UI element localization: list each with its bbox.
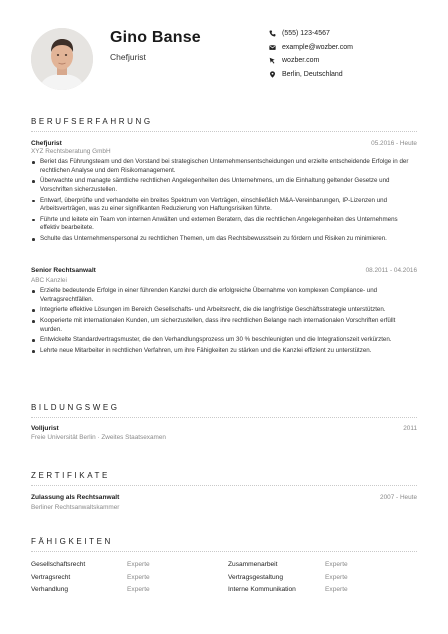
list-item: Führte und leitete ein Team von internen Anwälten und externen Beratern, das die rechtlichen Angelegenheiten des Unternehmens effektiv bearbeitete. — [31, 216, 417, 233]
candidate-title: Chefjurist — [110, 52, 146, 62]
skills-grid — [31, 561, 417, 599]
section-divider — [31, 131, 417, 132]
mail-icon — [268, 43, 276, 51]
education-school: Freie Universität Berlin · Zweites Staatsexamen — [31, 434, 166, 441]
contact-phone-text[interactable]: (555) 123-4567 — [282, 30, 330, 38]
skill-level: Experte — [325, 586, 348, 593]
job-dates: 08.2011 - 04.2016 — [365, 267, 417, 274]
list-item: Lehrte neue Mitarbeiter in rechtlichen Verfahren, um ihre Fähigkeiten zu stärken und die Kanzlei effizient zu unterstützen. — [31, 347, 417, 356]
skill-level: Experte — [325, 561, 348, 568]
skill-level: Experte — [127, 573, 150, 581]
link-icon — [268, 57, 276, 65]
contact-email-text[interactable]: example@wozber.com — [282, 43, 353, 51]
contact-location — [268, 68, 353, 82]
portrait-image — [31, 28, 93, 90]
contact-email — [268, 41, 353, 55]
contact-location-text: Berlin, Deutschland — [282, 70, 343, 78]
candidate-name: Gino Banse — [110, 29, 201, 46]
section-divider — [31, 417, 417, 418]
list-item: Überwachte und managte sämtliche rechtlichen Angelegenheiten des Unternehmens, um die Einhaltung geltender Gesetze und Vorschriften sicherzustellen. — [31, 177, 417, 194]
section-title-skills: FÄHIGKEITEN — [31, 537, 113, 546]
skill-name: Vertragsgestaltung — [228, 573, 283, 581]
list-item: Kooperierte mit internationalen Kunden, um sicherzustellen, dass ihre rechtlichen Belange nach internationalen Vorschriften erfüllt wurden. — [31, 317, 417, 334]
contact-website-text[interactable]: wozber.com — [282, 57, 320, 65]
profile-photo — [31, 28, 93, 90]
section-divider — [31, 485, 417, 486]
job-company: ABC Kanzlei — [31, 277, 67, 284]
list-item: Integrierte effektive Lösungen im Bereich Gesellschafts- und Arbeitsrecht, die die langfristige Geschäftsstrategie unterstützten. — [31, 306, 417, 315]
job-title: Senior Rechtsanwalt — [31, 267, 96, 274]
contact-list — [268, 27, 353, 81]
skill-row — [31, 561, 417, 574]
skill-level: Experte — [127, 586, 150, 593]
skill-name: Gesellschaftsrecht — [31, 561, 86, 568]
skill-name: Zusammenarbeit — [228, 561, 278, 568]
contact-phone — [268, 27, 353, 41]
job-company: XYZ Rechtsberatung GmbH — [31, 148, 111, 155]
skill-name: Interne Kommunikation — [228, 586, 296, 593]
job-dates: 05.2016 - Heute — [371, 140, 417, 147]
certificate-issuer: Berliner Rechtsanwaltskammer — [31, 504, 120, 511]
section-title-certificates: ZERTIFIKATE — [31, 471, 110, 480]
phone-icon — [268, 30, 276, 38]
skill-level: Experte — [325, 573, 348, 581]
skill-name: Vertragsrecht — [31, 573, 71, 581]
education-year: 2011 — [403, 425, 417, 432]
contact-website — [268, 54, 353, 68]
skill-level: Experte — [127, 561, 150, 568]
education-degree: Volljurist — [31, 425, 59, 432]
section-title-experience: BERUFSERFAHRUNG — [31, 117, 153, 126]
skill-row — [31, 586, 417, 599]
job-bullets — [31, 287, 417, 358]
location-pin-icon — [268, 70, 276, 78]
list-item: Beriet das Führungsteam und den Vorstand bei strategischen Unternehmensentscheidungen und erzielte entscheidende Erfolge in der rechtlichen Analyse und dem Risikomanagement. — [31, 158, 417, 175]
skill-row — [31, 574, 417, 587]
list-item: Erzielte bedeutende Erfolge in einer führenden Kanzlei durch die erfolgreiche Übernahme von komplexen Compliance- und Vertragsrechtfällen. — [31, 287, 417, 304]
section-title-education: BILDUNGSWEG — [31, 403, 120, 412]
section-divider — [31, 551, 417, 552]
certificate-dates: 2007 - Heute — [380, 494, 417, 501]
skill-name: Verhandlung — [31, 586, 69, 593]
list-item: Entwarf, überprüfte und verhandelte ein breites Spektrum von Verträgen, einschließlich M&A-Vereinbarungen, IP-Lizenzen und Arbeitsverträgen, was zu einer signifikanten Reduzierung von Haftungsrisiken führte. — [31, 197, 417, 214]
job-title: Chefjurist — [31, 140, 62, 147]
certificate-name: Zulassung als Rechtsanwalt — [31, 494, 120, 501]
job-bullets — [31, 158, 417, 246]
list-item: Entwickelte Standardvertragsmuster, die den Verhandlungsprozess um 30 % beschleunigten und die Integrationszeit verkürzten. — [31, 336, 417, 345]
list-item: Schulte das Unternehmenspersonal zu rechtlichen Themen, um das Rechtsbewusstsein zu fördern und Risiken zu minimieren. — [31, 235, 417, 244]
